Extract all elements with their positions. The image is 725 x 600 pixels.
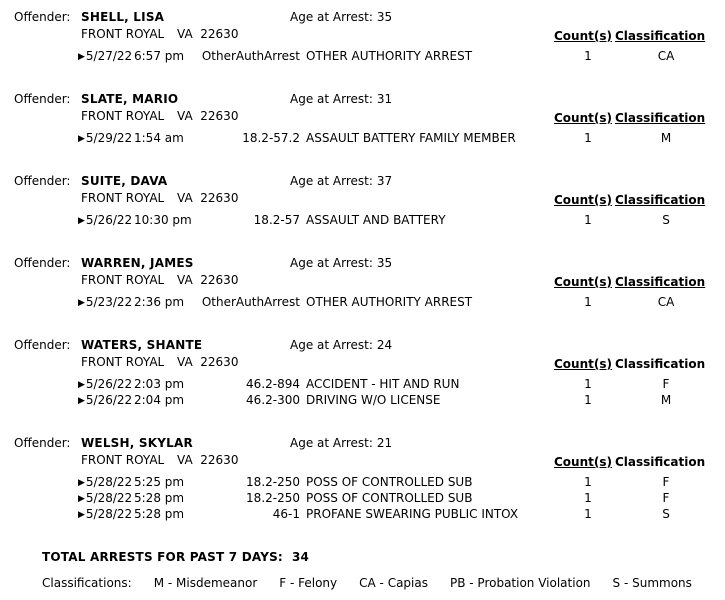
arrest-rows <box>0 295 725 311</box>
arrest-time: 5:25 pm <box>134 475 185 489</box>
arrest-rows <box>0 131 725 147</box>
arrest-marker-icon: ▶ <box>78 216 85 226</box>
age-at-arrest-label: Age at Arrest: <box>290 338 373 352</box>
offender-city: FRONT ROYAL <box>81 355 165 369</box>
arrest-date: 5/28/22 <box>85 475 133 489</box>
offender-address-row <box>0 27 725 44</box>
offender-name-row <box>0 174 725 190</box>
age-at-arrest-value: 35 <box>376 256 393 270</box>
arrest-classification: S <box>662 213 670 227</box>
classification-column-header: Classification <box>614 111 706 125</box>
charge-description: DRIVING W/O LICENSE <box>306 393 441 407</box>
legend-item: CA - Capias <box>359 576 428 590</box>
total-arrests-label: TOTAL ARRESTS FOR PAST 7 DAYS: <box>42 550 283 564</box>
age-at-arrest-label: Age at Arrest: <box>290 436 373 450</box>
offender-block <box>0 256 725 311</box>
arrest-date: 5/26/22 <box>85 393 133 407</box>
arrest-date: 5/23/22 <box>85 295 133 309</box>
offender-name-row <box>0 10 725 26</box>
arrest-date-cell <box>78 131 132 145</box>
offender-city: FRONT ROYAL <box>81 273 165 287</box>
offender-address-row <box>0 453 725 470</box>
offender-city: FRONT ROYAL <box>81 191 165 205</box>
arrest-rows <box>0 475 725 523</box>
arrest-marker-icon: ▶ <box>78 52 85 62</box>
age-at-arrest-value: 35 <box>376 10 393 24</box>
arrest-marker-icon: ▶ <box>78 510 85 520</box>
arrest-classification: CA <box>657 295 675 309</box>
arrest-date: 5/28/22 <box>85 491 133 505</box>
offender-state-zip: VA 22630 <box>177 191 239 205</box>
age-at-arrest <box>290 256 392 270</box>
offender-list <box>0 10 725 523</box>
offender-city: FRONT ROYAL <box>81 27 165 41</box>
charge-code: 18.2-57.2 <box>242 131 300 145</box>
arrest-date-cell <box>78 393 132 407</box>
arrest-date-cell <box>78 377 132 391</box>
arrest-date-cell <box>78 49 132 63</box>
column-headers <box>554 455 705 469</box>
offender-name: SHELL, LISA <box>81 10 165 24</box>
arrest-marker-icon: ▶ <box>78 380 85 390</box>
charge-code: OtherAuthArrest <box>201 295 300 309</box>
arrest-count: 1 <box>584 377 592 391</box>
age-at-arrest-value: 37 <box>376 174 393 188</box>
charge-description: ACCIDENT - HIT AND RUN <box>306 377 460 391</box>
arrest-date: 5/29/22 <box>85 131 133 145</box>
offender-address-row <box>0 109 725 126</box>
age-at-arrest <box>290 338 392 352</box>
classifications-label: Classifications: <box>42 576 132 590</box>
offender-label: Offender: <box>14 338 71 352</box>
age-at-arrest <box>290 174 392 188</box>
arrest-count: 1 <box>584 213 592 227</box>
offender-city: FRONT ROYAL <box>81 453 165 467</box>
arrest-time: 5:28 pm <box>134 491 185 505</box>
legend-items <box>132 576 692 590</box>
arrest-classification: F <box>662 491 670 505</box>
arrest-date: 5/26/22 <box>85 213 133 227</box>
offender-address-row <box>0 355 725 372</box>
classification-column-header: Classification <box>614 455 706 469</box>
arrest-date-cell <box>78 491 132 505</box>
arrest-time: 10:30 pm <box>134 213 192 227</box>
offender-label: Offender: <box>14 256 71 270</box>
arrest-count: 1 <box>584 131 592 145</box>
legend-item: M - Misdemeanor <box>153 576 258 590</box>
total-arrests-row <box>0 550 725 566</box>
arrest-date-cell <box>78 475 132 489</box>
counts-column-header: Count(s) <box>554 193 612 207</box>
offender-label: Offender: <box>14 174 71 188</box>
charge-description: ASSAULT BATTERY FAMILY MEMBER <box>306 131 516 145</box>
column-headers <box>554 111 705 125</box>
offender-state-zip: VA 22630 <box>177 453 239 467</box>
charge-code: 18.2-250 <box>246 475 300 489</box>
charge-code: 46-1 <box>272 507 300 521</box>
legend-item: PB - Probation Violation <box>449 576 591 590</box>
column-headers <box>554 29 705 43</box>
age-at-arrest-value: 24 <box>376 338 393 352</box>
offender-block <box>0 338 725 409</box>
arrest-date: 5/27/22 <box>85 49 133 63</box>
counts-column-header: Count(s) <box>554 111 612 125</box>
column-headers <box>554 275 705 289</box>
arrest-count: 1 <box>584 393 592 407</box>
charge-code: 46.2-300 <box>246 393 300 407</box>
arrest-row <box>0 131 725 147</box>
arrest-row <box>0 393 725 409</box>
offender-label: Offender: <box>14 92 71 106</box>
offender-block <box>0 436 725 523</box>
arrest-row <box>0 491 725 507</box>
charge-code: 18.2-57 <box>253 213 300 227</box>
arrest-row <box>0 377 725 393</box>
offender-name: WELSH, SKYLAR <box>81 436 193 450</box>
offender-block <box>0 174 725 229</box>
arrest-time: 2:36 pm <box>134 295 185 309</box>
offender-state-zip: VA 22630 <box>177 273 239 287</box>
arrest-rows <box>0 213 725 229</box>
charge-description: PROFANE SWEARING PUBLIC INTOX <box>306 507 519 521</box>
offender-name-row <box>0 436 725 452</box>
classification-column-header: Classification <box>614 29 706 43</box>
offender-state-zip: VA 22630 <box>177 355 239 369</box>
legend-item: F - Felony <box>279 576 338 590</box>
offender-address-row <box>0 191 725 208</box>
arrest-classification: M <box>660 131 672 145</box>
age-at-arrest-value: 31 <box>376 92 393 106</box>
column-headers <box>554 193 705 207</box>
arrest-classification: S <box>662 507 670 521</box>
counts-column-header: Count(s) <box>554 357 612 371</box>
age-at-arrest-label: Age at Arrest: <box>290 10 373 24</box>
charge-description: ASSAULT AND BATTERY <box>306 213 446 227</box>
arrest-date: 5/28/22 <box>85 507 133 521</box>
offender-name-row <box>0 92 725 108</box>
classification-legend <box>0 576 725 590</box>
arrest-marker-icon: ▶ <box>78 494 85 504</box>
charge-description: POSS OF CONTROLLED SUB <box>306 475 473 489</box>
arrest-row <box>0 49 725 65</box>
counts-column-header: Count(s) <box>554 29 612 43</box>
arrest-marker-icon: ▶ <box>78 134 85 144</box>
arrest-marker-icon: ▶ <box>78 478 85 488</box>
charge-description: OTHER AUTHORITY ARREST <box>306 295 473 309</box>
arrest-time: 6:57 pm <box>134 49 185 63</box>
arrest-time: 5:28 pm <box>134 507 185 521</box>
age-at-arrest-value: 21 <box>376 436 393 450</box>
counts-column-header: Count(s) <box>554 455 612 469</box>
age-at-arrest <box>290 92 392 106</box>
offender-state-zip: VA 22630 <box>177 109 239 123</box>
charge-code: 18.2-250 <box>246 491 300 505</box>
arrest-time: 1:54 am <box>134 131 184 145</box>
offender-name: WATERS, SHANTE <box>81 338 203 352</box>
age-at-arrest-label: Age at Arrest: <box>290 174 373 188</box>
column-headers <box>554 357 705 371</box>
arrest-date: 5/26/22 <box>85 377 133 391</box>
arrest-count: 1 <box>584 491 592 505</box>
age-at-arrest-label: Age at Arrest: <box>290 256 373 270</box>
arrest-date-cell <box>78 295 132 309</box>
age-at-arrest-label: Age at Arrest: <box>290 92 373 106</box>
offender-label: Offender: <box>14 10 71 24</box>
offender-name: WARREN, JAMES <box>81 256 194 270</box>
arrest-marker-icon: ▶ <box>78 298 85 308</box>
arrest-date-cell <box>78 213 132 227</box>
age-at-arrest <box>290 436 392 450</box>
arrest-count: 1 <box>584 295 592 309</box>
offender-name: SLATE, MARIO <box>81 92 179 106</box>
arrest-classification: F <box>662 475 670 489</box>
classification-column-header: Classification <box>614 275 706 289</box>
arrest-classification: CA <box>657 49 675 63</box>
offender-name: SUITE, DAVA <box>81 174 168 188</box>
total-arrests-value: 34 <box>291 550 310 564</box>
arrest-count: 1 <box>584 49 592 63</box>
classification-column-header: Classification <box>614 193 706 207</box>
charge-code: 46.2-894 <box>246 377 300 391</box>
arrest-rows <box>0 49 725 65</box>
offender-block <box>0 10 725 65</box>
arrest-date-cell <box>78 507 132 521</box>
charge-description: OTHER AUTHORITY ARREST <box>306 49 473 63</box>
arrest-classification: F <box>662 377 670 391</box>
offender-city: FRONT ROYAL <box>81 109 165 123</box>
arrest-marker-icon: ▶ <box>78 396 85 406</box>
offender-name-row <box>0 338 725 354</box>
arrest-count: 1 <box>584 507 592 521</box>
arrest-row <box>0 475 725 491</box>
age-at-arrest <box>290 10 392 24</box>
arrest-time: 2:04 pm <box>134 393 185 407</box>
arrest-row <box>0 295 725 311</box>
counts-column-header: Count(s) <box>554 275 612 289</box>
classification-column-header: Classification <box>614 357 706 371</box>
arrest-row <box>0 213 725 229</box>
offender-address-row <box>0 273 725 290</box>
arrest-row <box>0 507 725 523</box>
charge-description: POSS OF CONTROLLED SUB <box>306 491 473 505</box>
charge-code: OtherAuthArrest <box>201 49 300 63</box>
arrest-count: 1 <box>584 475 592 489</box>
arrest-classification: M <box>660 393 672 407</box>
arrest-rows <box>0 377 725 409</box>
legend-item: S - Summons <box>612 576 692 590</box>
arrest-time: 2:03 pm <box>134 377 185 391</box>
offender-state-zip: VA 22630 <box>177 27 239 41</box>
offender-block <box>0 92 725 147</box>
offender-name-row <box>0 256 725 272</box>
offender-label: Offender: <box>14 436 71 450</box>
